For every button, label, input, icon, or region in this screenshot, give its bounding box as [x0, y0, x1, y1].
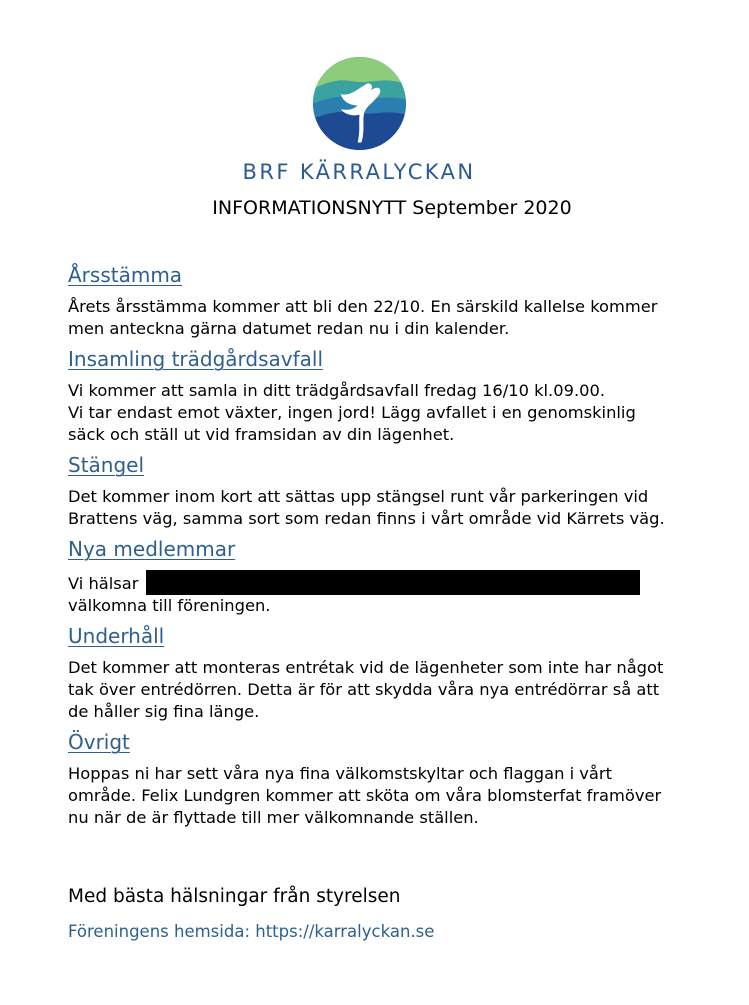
- section-heading[interactable]: Insamling trädgårdsavfall: [68, 347, 324, 371]
- section-text: Det kommer att monteras entrétak vid de lägenheter som inte har något tak över entrédörren. Detta är för att skydda våra nya entrédörrar så att de håller sig fina länge.: [68, 658, 664, 721]
- section-text: [68, 570, 708, 617]
- website-link[interactable]: Föreningens hemsida: https://karralyckan.se: [68, 922, 435, 941]
- section-arsstamma: [68, 262, 708, 340]
- section-stangel: [68, 452, 708, 530]
- section-heading[interactable]: Underhåll: [68, 624, 165, 648]
- document-title: INFORMATIONSNYTT September 2020: [212, 197, 572, 219]
- section-ovrigt: [68, 729, 708, 829]
- section-nya-medlemmar: [68, 536, 708, 617]
- newsletter-content: [68, 262, 708, 835]
- section-text: Årets årsstämma kommer att bli den 22/10. En särskild kallelse kommer men anteckna gärna datumet redan nu i din kalender.: [68, 297, 658, 338]
- welcome-suffix: välkomna till föreningen.: [68, 596, 271, 615]
- org-name: BRF KÄRRALYCKAN: [242, 160, 476, 184]
- section-text: Hoppas ni har sett våra nya fina välkomstskyltar och flaggan i vårt område. Felix Lundgren kommer att sköta om våra blomsterfat framöver nu när de är flyttade till mer välkomnande ställen.: [68, 764, 662, 827]
- section-heading[interactable]: Årsstämma: [68, 263, 183, 287]
- section-heading[interactable]: Övrigt: [68, 730, 130, 754]
- brf-karralyckan-logo: [313, 57, 406, 150]
- section-tradgardsavfall: [68, 346, 708, 446]
- section-text: Vi kommer att samla in ditt trädgårdsavfall fredag 16/10 kl.09.00. Vi tar endast emot växter, ingen jord! Lägg avfallet i en genomskinlig säck och ställ ut vid framsidan av din lägenhet.: [68, 381, 636, 444]
- welcome-prefix: Vi hälsar: [68, 574, 139, 593]
- closing-greeting: Med bästa hälsningar från styrelsen: [68, 886, 401, 907]
- redacted-names: [146, 570, 640, 595]
- section-underhall: [68, 623, 708, 723]
- section-heading[interactable]: Stängel: [68, 453, 145, 477]
- section-text: Det kommer inom kort att sättas upp stängsel runt vår parkeringen vid Brattens väg, samma sort som redan finns i vårt område vid Kärrets väg.: [68, 487, 665, 528]
- section-heading[interactable]: Nya medlemmar: [68, 537, 236, 561]
